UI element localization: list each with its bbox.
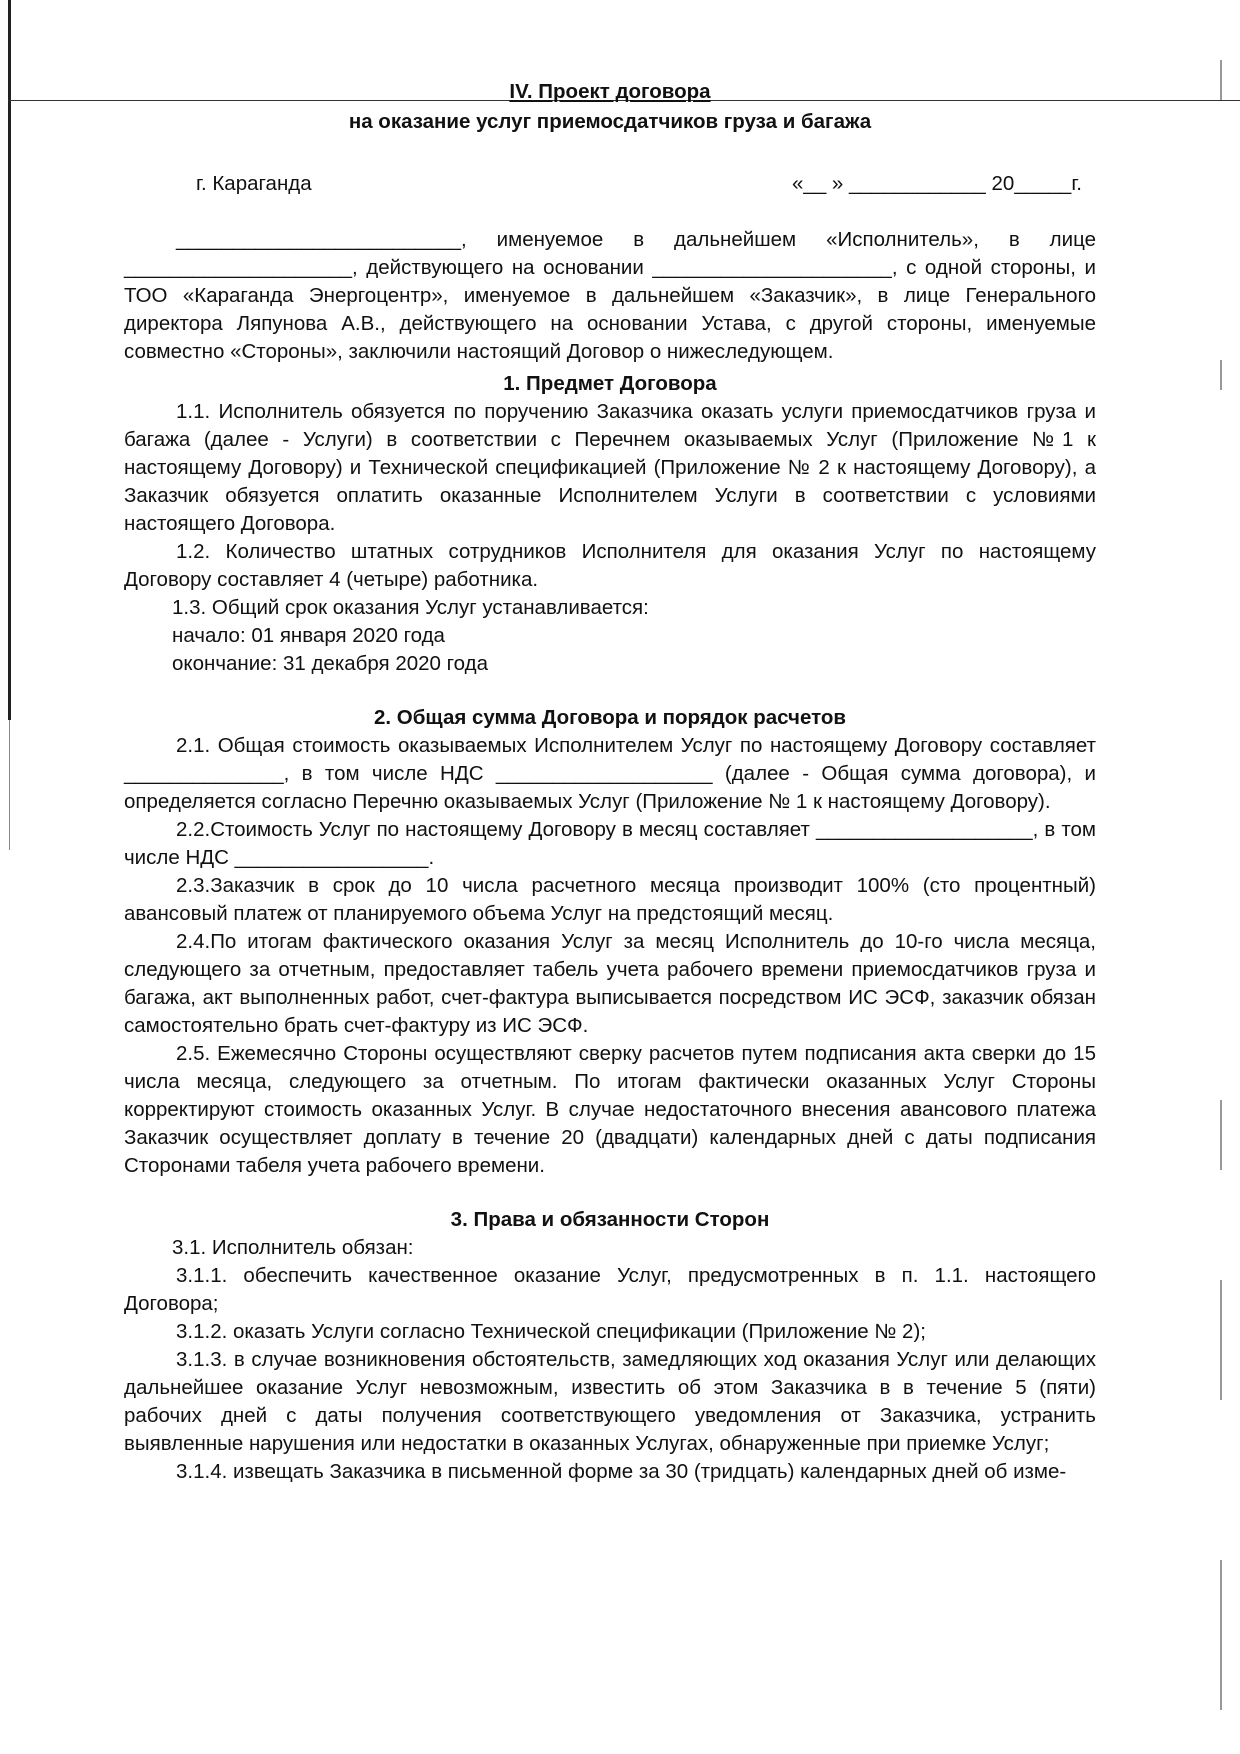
scan-speck <box>1220 360 1222 390</box>
clause-1-3: 1.3. Общий срок оказания Услуг устанавливается: <box>172 596 649 619</box>
scan-speck <box>1220 1280 1222 1400</box>
clause-2-3: 2.3.Заказчик в срок до 10 числа расчетного месяца производит 100% (сто процентный) авансовый платеж от планируемого объема Услуг на предстоящий месяц. <box>124 874 1096 925</box>
contract-date: «__ » ____________ 20_____г. <box>792 172 1082 195</box>
section-3-heading: 3. Права и обязанности Сторон <box>450 1208 770 1231</box>
document-subtitle: на оказание услуг приемосдатчиков груза и багажа <box>348 110 872 133</box>
section-1-heading: 1. Предмет Договора <box>503 372 717 395</box>
scan-speck <box>1220 1560 1222 1710</box>
clause-2-4: 2.4.По итогам фактического оказания Услуг за месяц Исполнитель до 10-го числа месяца, следующего за отчетным, предоставляет табель учета рабочего времени приемосдатчиков груза и багажа, акт выполненных работ, счет-фактура выписывается посредством ИС ЭСФ, заказчик обязан самостоятельно брать счет-фактуру из ИС ЭСФ. <box>124 930 1096 1037</box>
preamble-paragraph: _________________________, именуемое в дальнейшем «Исполнитель», в лице ____________________, действующего на основании _____________________, с одной стороны, и ТОО «Караганда Энергоцентр», именуемое в дальнейшем «Заказчик», в лице Генерального директора Ляпунова А.В., действующего на основании Устава, с другой стороны, именуемые совместно «Стороны», заключили настоящий Договор о нижеследующем. <box>124 228 1096 363</box>
clause-3-1-2: 3.1.2. оказать Услуги согласно Технической спецификации (Приложение № 2); <box>176 1320 926 1343</box>
clause-2-1: 2.1. Общая стоимость оказываемых Исполнителем Услуг по настоящему Договору составляет ______________, в том числе НДС ___________________ (далее - Общая сумма договора), и определяется согласно Перечню оказываемых Услуг (Приложение № 1 к настоящему Договору). <box>124 734 1096 813</box>
term-end: окончание: 31 декабря 2020 года <box>172 652 488 675</box>
term-start: начало: 01 января 2020 года <box>172 624 445 647</box>
clause-3-1: 3.1. Исполнитель обязан: <box>172 1236 414 1259</box>
place-date-row <box>124 170 1096 198</box>
document-body <box>124 80 1096 1486</box>
clause-1-2: 1.2. Количество штатных сотрудников Исполнителя для оказания Услуг по настоящему Договору составляет 4 (четыре) работника. <box>124 540 1096 591</box>
section-title: IV. Проект договора <box>509 80 711 103</box>
section-2-heading: 2. Общая сумма Договора и порядок расчетов <box>374 706 846 729</box>
city: г. Караганда <box>196 172 312 195</box>
scan-speck <box>1220 1100 1222 1170</box>
clause-3-1-3: 3.1.3. в случае возникновения обстоятельств, замедляющих ход оказания Услуг или делающих дальнейшее оказание Услуг невозможным, известить об этом Заказчика в в течение 5 (пяти) рабочих дней с даты получения соответствующего уведомления от Заказчика, устранить выявленные нарушения или недостатки в оказанных Услугах, обнаруженные при приемке Услуг; <box>124 1348 1096 1455</box>
clause-3-1-4: 3.1.4. извещать Заказчика в письменной форме за 30 (тридцать) календарных дней об изме- <box>176 1460 1067 1483</box>
clause-1-1: 1.1. Исполнитель обязуется по поручению Заказчика оказать услуги приемосдатчиков груза и багажа (далее - Услуги) в соответствии с Перечнем оказываемых Услуг (Приложение №1 к настоящему Договору) и Технической спецификацией (Приложение № 2 к настоящему Договору), а Заказчик обязуется оплатить оказанные Исполнителем Услуги в соответствии с условиями настоящего Договора. <box>124 400 1096 535</box>
clause-2-5: 2.5. Ежемесячно Стороны осуществляют сверку расчетов путем подписания акта сверки до 15 числа месяца, следующего за отчетным. По итогам фактически оказанных Услуг Стороны корректируют стоимость оказанных Услуг. В случае недостаточного внесения авансового платежа Заказчик осуществляет доплату в течение 20 (двадцати) календарных дней с даты подписания Сторонами табеля учета рабочего времени. <box>124 1042 1096 1177</box>
scan-edge-line <box>8 0 11 720</box>
clause-3-1-1: 3.1.1. обеспечить качественное оказание Услуг, предусмотренных в п. 1.1. настоящего Договора; <box>124 1264 1096 1315</box>
scan-speck <box>1220 60 1222 100</box>
scan-edge-line-faint <box>9 720 10 850</box>
clause-2-2: 2.2.Стоимость Услуг по настоящему Договору в месяц составляет ___________________, в том числе НДС _________________. <box>124 818 1096 869</box>
